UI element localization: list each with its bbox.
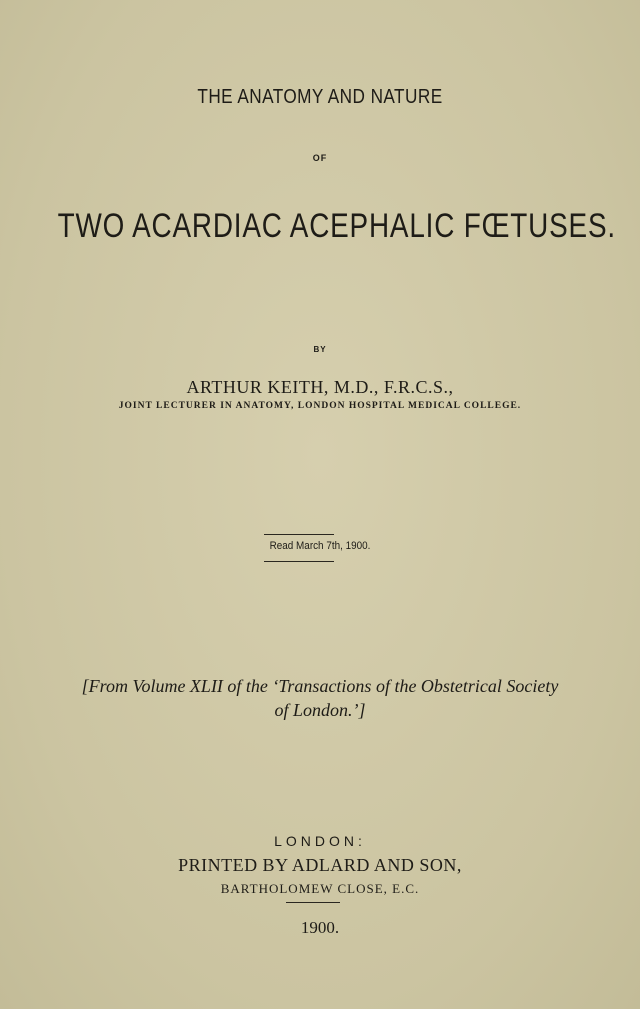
divider-top [264,534,334,535]
title-of: OF [312,153,328,163]
author-affiliation: JOINT LECTURER IN ANATOMY, LONDON HOSPITAL MEDICAL COLLEGE. [118,401,522,411]
author-name: ARTHUR KEITH, M.D., F.R.C.S., [186,377,454,397]
imprint-printer: PRINTED BY ADLARD AND SON, [178,855,462,875]
title-line-1: THE ANATOMY AND NATURE [197,86,443,108]
title-line-2: TWO ACARDIAC ACEPHALIC FŒTUSES. [57,207,616,245]
imprint-address: BARTHOLOMEW CLOSE, E.C. [220,881,420,896]
source-note-line-2: of London.’] [274,700,366,720]
source-note [0,674,640,722]
read-date: Read March 7th, 1900. [269,540,371,552]
imprint-year: 1900. [300,918,340,937]
source-note-line-1: [From Volume XLII of the ‘Transactions of the Obstetrical Society [81,676,559,696]
by-label: BY [313,345,327,354]
divider-bottom [264,561,334,562]
imprint-city: LONDON: [274,833,366,849]
divider-imprint [286,902,340,903]
